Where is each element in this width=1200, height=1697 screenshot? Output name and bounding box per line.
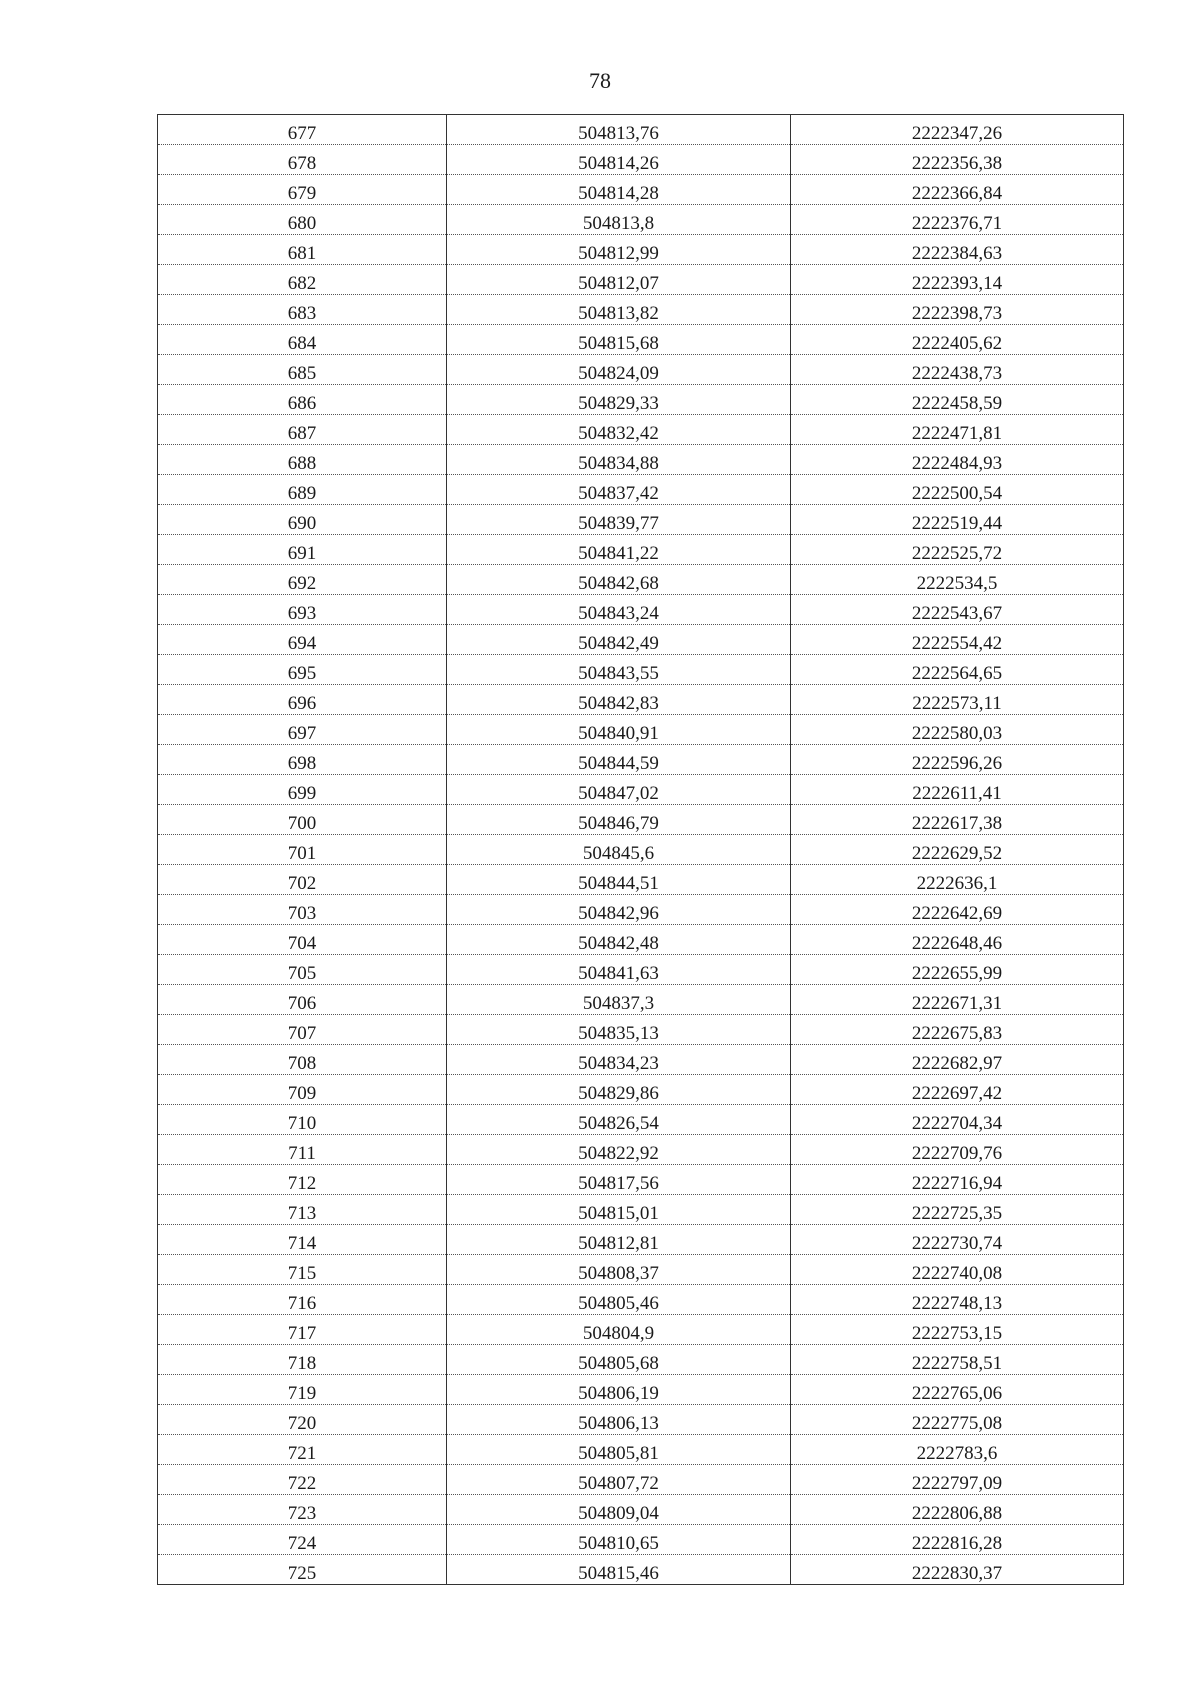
table-row [158,625,1124,655]
point-number-cell: 708 [158,1045,447,1075]
table-row [158,445,1124,475]
y-coordinate-cell: 2222830,37 [791,1555,1124,1585]
point-number-cell: 724 [158,1525,447,1555]
y-coordinate-cell: 2222675,83 [791,1015,1124,1045]
point-number-cell: 685 [158,355,447,385]
point-number-cell: 721 [158,1435,447,1465]
table-row [158,1315,1124,1345]
y-coordinate-cell: 2222797,09 [791,1465,1124,1495]
table-row [158,955,1124,985]
point-number-cell: 720 [158,1405,447,1435]
x-coordinate-cell: 504807,72 [447,1465,791,1495]
x-coordinate-cell: 504808,37 [447,1255,791,1285]
point-number-cell: 717 [158,1315,447,1345]
point-number-cell: 706 [158,985,447,1015]
y-coordinate-cell: 2222356,38 [791,145,1124,175]
y-coordinate-cell: 2222484,93 [791,445,1124,475]
point-number-cell: 704 [158,925,447,955]
point-number-cell: 705 [158,955,447,985]
x-coordinate-cell: 504844,59 [447,745,791,775]
point-number-cell: 684 [158,325,447,355]
table-row [158,1435,1124,1465]
point-number-cell: 679 [158,175,447,205]
y-coordinate-cell: 2222783,6 [791,1435,1124,1465]
table-row [158,1165,1124,1195]
point-number-cell: 678 [158,145,447,175]
table-row [158,865,1124,895]
x-coordinate-cell: 504842,68 [447,565,791,595]
y-coordinate-cell: 2222748,13 [791,1285,1124,1315]
y-coordinate-cell: 2222648,46 [791,925,1124,955]
point-number-cell: 712 [158,1165,447,1195]
table-row [158,1465,1124,1495]
table-row [158,115,1124,145]
table-row [158,1345,1124,1375]
y-coordinate-cell: 2222564,65 [791,655,1124,685]
y-coordinate-cell: 2222376,71 [791,205,1124,235]
x-coordinate-cell: 504845,6 [447,835,791,865]
table-row [158,805,1124,835]
y-coordinate-cell: 2222438,73 [791,355,1124,385]
table-row [158,325,1124,355]
table-row [158,1075,1124,1105]
point-number-cell: 702 [158,865,447,895]
x-coordinate-cell: 504847,02 [447,775,791,805]
x-coordinate-cell: 504829,86 [447,1075,791,1105]
table-row [158,265,1124,295]
x-coordinate-cell: 504835,13 [447,1015,791,1045]
x-coordinate-cell: 504813,76 [447,115,791,145]
point-number-cell: 696 [158,685,447,715]
y-coordinate-cell: 2222347,26 [791,115,1124,145]
y-coordinate-cell: 2222716,94 [791,1165,1124,1195]
point-number-cell: 677 [158,115,447,145]
page-number: 78 [589,68,611,93]
x-coordinate-cell: 504842,48 [447,925,791,955]
table-row [158,385,1124,415]
table-row [158,1015,1124,1045]
y-coordinate-cell: 2222671,31 [791,985,1124,1015]
x-coordinate-cell: 504810,65 [447,1525,791,1555]
point-number-cell: 714 [158,1225,447,1255]
y-coordinate-cell: 2222682,97 [791,1045,1124,1075]
x-coordinate-cell: 504839,77 [447,505,791,535]
x-coordinate-cell: 504805,68 [447,1345,791,1375]
x-coordinate-cell: 504837,42 [447,475,791,505]
x-coordinate-cell: 504842,83 [447,685,791,715]
y-coordinate-cell: 2222816,28 [791,1525,1124,1555]
point-number-cell: 725 [158,1555,447,1585]
table-row [158,205,1124,235]
x-coordinate-cell: 504826,54 [447,1105,791,1135]
point-number-cell: 701 [158,835,447,865]
y-coordinate-cell: 2222617,38 [791,805,1124,835]
y-coordinate-cell: 2222519,44 [791,505,1124,535]
table-row [158,1195,1124,1225]
point-number-cell: 691 [158,535,447,565]
table-row [158,1225,1124,1255]
x-coordinate-cell: 504844,51 [447,865,791,895]
table-row [158,535,1124,565]
y-coordinate-cell: 2222500,54 [791,475,1124,505]
x-coordinate-cell: 504841,63 [447,955,791,985]
coordinates-table-body [158,115,1124,1585]
y-coordinate-cell: 2222398,73 [791,295,1124,325]
y-coordinate-cell: 2222366,84 [791,175,1124,205]
y-coordinate-cell: 2222554,42 [791,625,1124,655]
table-row [158,175,1124,205]
point-number-cell: 715 [158,1255,447,1285]
x-coordinate-cell: 504842,96 [447,895,791,925]
table-row [158,985,1124,1015]
y-coordinate-cell: 2222697,42 [791,1075,1124,1105]
y-coordinate-cell: 2222458,59 [791,385,1124,415]
y-coordinate-cell: 2222740,08 [791,1255,1124,1285]
x-coordinate-cell: 504815,01 [447,1195,791,1225]
x-coordinate-cell: 504843,55 [447,655,791,685]
point-number-cell: 687 [158,415,447,445]
point-number-cell: 698 [158,745,447,775]
x-coordinate-cell: 504805,81 [447,1435,791,1465]
x-coordinate-cell: 504813,82 [447,295,791,325]
point-number-cell: 707 [158,1015,447,1045]
table-row [158,685,1124,715]
y-coordinate-cell: 2222709,76 [791,1135,1124,1165]
x-coordinate-cell: 504846,79 [447,805,791,835]
y-coordinate-cell: 2222704,34 [791,1105,1124,1135]
table-row [158,1135,1124,1165]
x-coordinate-cell: 504809,04 [447,1495,791,1525]
x-coordinate-cell: 504804,9 [447,1315,791,1345]
point-number-cell: 688 [158,445,447,475]
x-coordinate-cell: 504815,46 [447,1555,791,1585]
x-coordinate-cell: 504842,49 [447,625,791,655]
y-coordinate-cell: 2222384,63 [791,235,1124,265]
x-coordinate-cell: 504812,99 [447,235,791,265]
y-coordinate-cell: 2222806,88 [791,1495,1124,1525]
point-number-cell: 681 [158,235,447,265]
point-number-cell: 690 [158,505,447,535]
point-number-cell: 697 [158,715,447,745]
x-coordinate-cell: 504834,23 [447,1045,791,1075]
y-coordinate-cell: 2222655,99 [791,955,1124,985]
table-row [158,1555,1124,1585]
y-coordinate-cell: 2222596,26 [791,745,1124,775]
table-row [158,1255,1124,1285]
table-row [158,1525,1124,1555]
x-coordinate-cell: 504814,26 [447,145,791,175]
table-row [158,715,1124,745]
y-coordinate-cell: 2222758,51 [791,1345,1124,1375]
point-number-cell: 723 [158,1495,447,1525]
point-number-cell: 710 [158,1105,447,1135]
table-row [158,565,1124,595]
point-number-cell: 682 [158,265,447,295]
x-coordinate-cell: 504817,56 [447,1165,791,1195]
table-row [158,835,1124,865]
point-number-cell: 695 [158,655,447,685]
x-coordinate-cell: 504814,28 [447,175,791,205]
point-number-cell: 703 [158,895,447,925]
point-number-cell: 693 [158,595,447,625]
point-number-cell: 709 [158,1075,447,1105]
y-coordinate-cell: 2222629,52 [791,835,1124,865]
table-row [158,475,1124,505]
y-coordinate-cell: 2222580,03 [791,715,1124,745]
x-coordinate-cell: 504834,88 [447,445,791,475]
point-number-cell: 719 [158,1375,447,1405]
table-row [158,1045,1124,1075]
x-coordinate-cell: 504822,92 [447,1135,791,1165]
table-row [158,145,1124,175]
table-row [158,925,1124,955]
table-row [158,775,1124,805]
point-number-cell: 700 [158,805,447,835]
y-coordinate-cell: 2222725,35 [791,1195,1124,1225]
x-coordinate-cell: 504841,22 [447,535,791,565]
table-row [158,235,1124,265]
table-row [158,355,1124,385]
table-row [158,415,1124,445]
table-row [158,895,1124,925]
y-coordinate-cell: 2222775,08 [791,1405,1124,1435]
table-row [158,595,1124,625]
table-row [158,1285,1124,1315]
x-coordinate-cell: 504806,19 [447,1375,791,1405]
point-number-cell: 680 [158,205,447,235]
y-coordinate-cell: 2222534,5 [791,565,1124,595]
point-number-cell: 699 [158,775,447,805]
x-coordinate-cell: 504840,91 [447,715,791,745]
x-coordinate-cell: 504832,42 [447,415,791,445]
point-number-cell: 694 [158,625,447,655]
table-row [158,1495,1124,1525]
x-coordinate-cell: 504812,07 [447,265,791,295]
x-coordinate-cell: 504843,24 [447,595,791,625]
point-number-cell: 683 [158,295,447,325]
coordinates-table [157,114,1124,1585]
y-coordinate-cell: 2222753,15 [791,1315,1124,1345]
y-coordinate-cell: 2222543,67 [791,595,1124,625]
x-coordinate-cell: 504815,68 [447,325,791,355]
point-number-cell: 722 [158,1465,447,1495]
y-coordinate-cell: 2222636,1 [791,865,1124,895]
y-coordinate-cell: 2222642,69 [791,895,1124,925]
point-number-cell: 716 [158,1285,447,1315]
x-coordinate-cell: 504812,81 [447,1225,791,1255]
point-number-cell: 686 [158,385,447,415]
table-row [158,1405,1124,1435]
table-row [158,1105,1124,1135]
point-number-cell: 713 [158,1195,447,1225]
x-coordinate-cell: 504813,8 [447,205,791,235]
point-number-cell: 689 [158,475,447,505]
x-coordinate-cell: 504829,33 [447,385,791,415]
y-coordinate-cell: 2222525,72 [791,535,1124,565]
y-coordinate-cell: 2222730,74 [791,1225,1124,1255]
table-row [158,505,1124,535]
x-coordinate-cell: 504805,46 [447,1285,791,1315]
y-coordinate-cell: 2222611,41 [791,775,1124,805]
x-coordinate-cell: 504824,09 [447,355,791,385]
y-coordinate-cell: 2222405,62 [791,325,1124,355]
y-coordinate-cell: 2222765,06 [791,1375,1124,1405]
table-row [158,655,1124,685]
table-row [158,295,1124,325]
x-coordinate-cell: 504806,13 [447,1405,791,1435]
x-coordinate-cell: 504837,3 [447,985,791,1015]
y-coordinate-cell: 2222471,81 [791,415,1124,445]
table-row [158,745,1124,775]
y-coordinate-cell: 2222573,11 [791,685,1124,715]
point-number-cell: 692 [158,565,447,595]
y-coordinate-cell: 2222393,14 [791,265,1124,295]
point-number-cell: 711 [158,1135,447,1165]
point-number-cell: 718 [158,1345,447,1375]
table-row [158,1375,1124,1405]
